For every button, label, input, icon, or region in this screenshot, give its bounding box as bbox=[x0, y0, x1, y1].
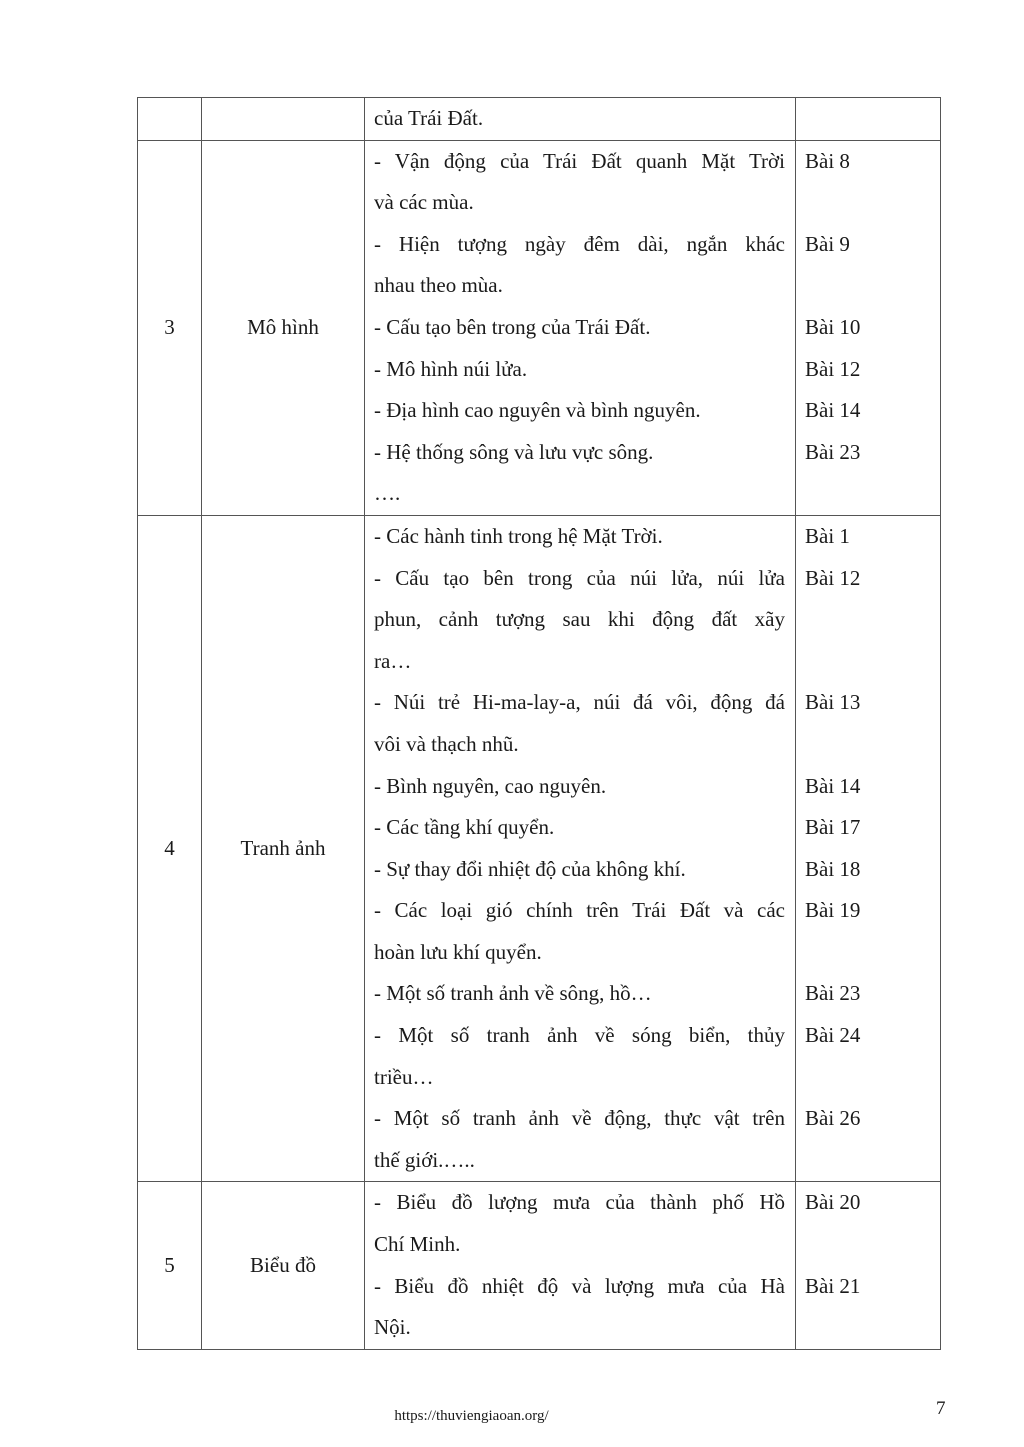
lesson-ref bbox=[805, 932, 931, 974]
content-cell bbox=[365, 515, 796, 1182]
lesson-ref bbox=[805, 724, 931, 766]
lesson-ref: Bài 14 bbox=[805, 398, 861, 423]
content-line: - Một số tranh ảnh về sông, hồ… bbox=[374, 981, 652, 1006]
lesson-ref: Bài 23 bbox=[805, 439, 861, 464]
content-line: ra… bbox=[374, 648, 412, 673]
lesson-ref: Bài 24 bbox=[805, 1023, 861, 1048]
lesson-ref: Bài 20 bbox=[805, 1190, 861, 1215]
lesson-ref: Bài 26 bbox=[805, 1106, 861, 1131]
content-line: - Cấu tạo bên trong của Trái Đất. bbox=[374, 314, 651, 339]
lesson-ref bbox=[805, 265, 931, 307]
content-line: Chí Minh. bbox=[374, 1232, 461, 1257]
lesson-ref-cell bbox=[796, 140, 941, 515]
content-line: - Hệ thống sông và lưu vực sông. bbox=[374, 439, 654, 464]
content-line: và các mùa. bbox=[374, 190, 474, 215]
content-line: - Bình nguyên, cao nguyên. bbox=[374, 773, 607, 798]
content-line: - Vận động của Trái Đất quanh Mặt Trời bbox=[374, 148, 785, 173]
content-line: - Biểu đồ nhiệt độ và lượng mưa của Hà bbox=[374, 1273, 785, 1298]
content-line: …. bbox=[374, 481, 401, 506]
lesson-ref: Bài 12 bbox=[805, 565, 861, 590]
row-number: 3 bbox=[138, 140, 202, 515]
content-line: vôi và thạch nhũ. bbox=[374, 731, 519, 756]
lesson-ref: Bài 17 bbox=[805, 815, 861, 840]
content-line: - Cấu tạo bên trong của núi lửa, núi lửa bbox=[374, 565, 785, 590]
lesson-ref: Bài 14 bbox=[805, 773, 861, 798]
lesson-ref bbox=[805, 98, 931, 140]
table-row bbox=[138, 1182, 941, 1349]
content-line: hoàn lưu khí quyển. bbox=[374, 939, 542, 964]
media-type: Biểu đồ bbox=[202, 1182, 365, 1349]
content-cell bbox=[365, 140, 796, 515]
row-number bbox=[138, 98, 202, 141]
lesson-ref bbox=[805, 182, 931, 224]
lesson-ref bbox=[805, 1307, 931, 1349]
lesson-ref bbox=[805, 473, 931, 515]
lesson-ref bbox=[805, 641, 931, 683]
lesson-ref: Bài 13 bbox=[805, 690, 861, 715]
lesson-ref bbox=[805, 1140, 931, 1182]
content-line: Nội. bbox=[374, 1315, 411, 1340]
content-line: nhau theo mùa. bbox=[374, 273, 503, 298]
lesson-ref: Bài 21 bbox=[805, 1273, 861, 1298]
content-line: phun, cảnh tượng sau khi động đất xãy bbox=[374, 607, 785, 632]
content-table bbox=[137, 97, 941, 1350]
content-line: - Địa hình cao nguyên và bình nguyên. bbox=[374, 398, 701, 423]
lesson-ref: Bài 12 bbox=[805, 356, 861, 381]
lesson-ref-cell bbox=[796, 1182, 941, 1349]
content-line: - Các loại gió chính trên Trái Đất và các bbox=[374, 898, 785, 923]
lesson-ref: Bài 18 bbox=[805, 856, 861, 881]
row-number: 4 bbox=[138, 515, 202, 1182]
lesson-ref-cell bbox=[796, 98, 941, 141]
lesson-ref-cell bbox=[796, 515, 941, 1182]
row-number: 5 bbox=[138, 1182, 202, 1349]
lesson-ref bbox=[805, 1057, 931, 1099]
lesson-ref: Bài 1 bbox=[805, 523, 850, 548]
content-line: - Các tầng khí quyển. bbox=[374, 815, 555, 840]
footer-url[interactable]: https://thuviengiaoan.org/ bbox=[394, 1408, 549, 1424]
content-line: triều… bbox=[374, 1064, 434, 1089]
content-line: - Mô hình núi lửa. bbox=[374, 356, 528, 381]
content-line: - Núi trẻ Hi-ma-lay-a, núi đá vôi, động đá bbox=[374, 690, 785, 715]
content-line: thế giới.….. bbox=[374, 1147, 475, 1172]
media-type: Mô hình bbox=[202, 140, 365, 515]
lesson-ref: Bài 23 bbox=[805, 981, 861, 1006]
lesson-ref: Bài 10 bbox=[805, 314, 861, 339]
table-row bbox=[138, 98, 941, 141]
table-body bbox=[138, 98, 941, 1350]
table-row bbox=[138, 515, 941, 1182]
lesson-ref bbox=[805, 599, 931, 641]
content-cell bbox=[365, 1182, 796, 1349]
content-line: - Sự thay đổi nhiệt độ của không khí. bbox=[374, 856, 686, 881]
lesson-ref: Bài 9 bbox=[805, 231, 850, 256]
page-number: 7 bbox=[936, 1398, 946, 1419]
media-type bbox=[202, 98, 365, 141]
lesson-ref: Bài 8 bbox=[805, 148, 850, 173]
content-line: - Hiện tượng ngày đêm dài, ngắn khác bbox=[374, 231, 785, 256]
content-line: - Các hành tinh trong hệ Mặt Trời. bbox=[374, 523, 663, 548]
content-line: - Biểu đồ lượng mưa của thành phố Hồ bbox=[374, 1190, 785, 1215]
lesson-ref bbox=[805, 1224, 931, 1266]
lesson-ref: Bài 19 bbox=[805, 898, 861, 923]
media-type: Tranh ảnh bbox=[202, 515, 365, 1182]
content-line: - Một số tranh ảnh về sóng biển, thủy bbox=[374, 1023, 785, 1048]
content-line: - Một số tranh ảnh về động, thực vật trên bbox=[374, 1106, 785, 1131]
table-row bbox=[138, 140, 941, 515]
content-cell bbox=[365, 98, 796, 141]
content-line: của Trái Đất. bbox=[374, 106, 484, 130]
